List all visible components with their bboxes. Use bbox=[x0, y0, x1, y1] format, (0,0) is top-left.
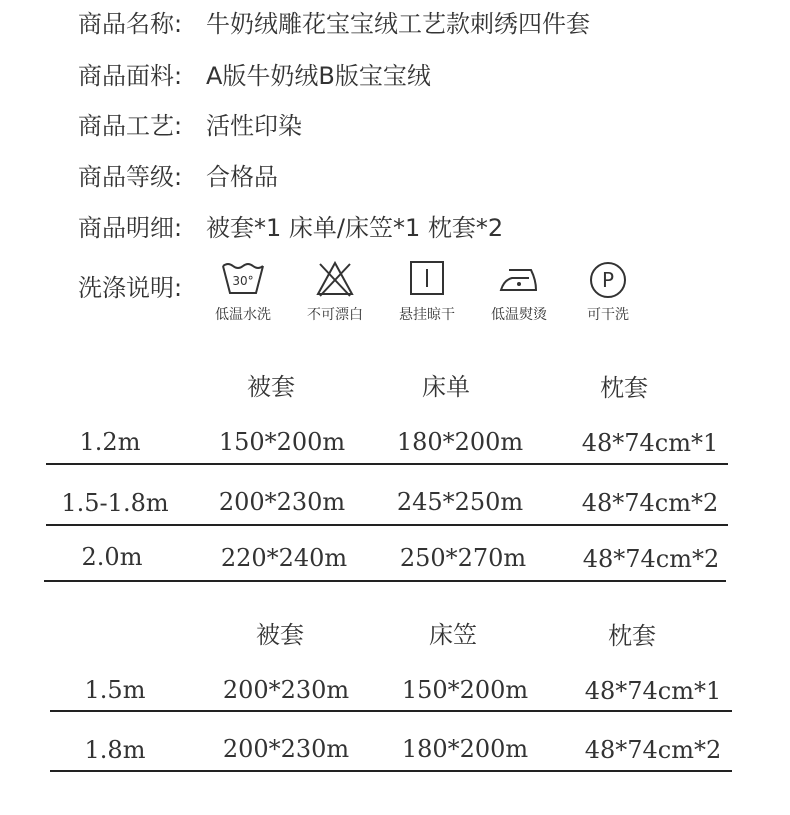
low-iron-icon bbox=[496, 260, 542, 298]
info-label: 商品明细: bbox=[78, 214, 183, 242]
care-text: 悬挂晾干 bbox=[399, 307, 455, 323]
table2-cell-size: 1.5m bbox=[84, 676, 146, 704]
table1-header-pillowcase: 枕套 bbox=[600, 374, 648, 402]
care-text: 低温熨烫 bbox=[491, 307, 547, 323]
table2-cell-size: 1.8m bbox=[84, 736, 146, 764]
table2-header-duvet: 被套 bbox=[256, 621, 304, 649]
table2-header-pillowcase: 枕套 bbox=[608, 622, 656, 650]
info-value: 被套*1 床单/床笠*1 枕套*2 bbox=[206, 214, 504, 242]
table1-cell-pillow: 48*74cm*1 bbox=[581, 429, 719, 457]
table2-cell-pillow: 48*74cm*1 bbox=[584, 677, 722, 705]
table1-cell-size: 1.5-1.8m bbox=[61, 489, 169, 517]
table2-cell-fitted-sheet: 180*200m bbox=[401, 735, 529, 763]
info-value: A版牛奶绒B版宝宝绒 bbox=[206, 62, 431, 90]
table2-header-fitted-sheet: 床笠 bbox=[429, 621, 477, 649]
info-value: 牛奶绒雕花宝宝绒工艺款刺绣四件套 bbox=[206, 10, 590, 38]
info-row-fabric bbox=[78, 61, 431, 91]
table1-cell-duvet: 200*230m bbox=[218, 488, 346, 516]
care-text: 不可漂白 bbox=[307, 307, 363, 323]
care-item-low-iron bbox=[474, 260, 564, 324]
table1-cell-sheet: 250*270m bbox=[399, 544, 527, 572]
table2-cell-duvet: 200*230m bbox=[222, 676, 350, 704]
table1-cell-size: 2.0m bbox=[81, 543, 143, 571]
care-label: 洗涤说明: bbox=[78, 274, 183, 302]
care-item-no-bleach bbox=[290, 260, 380, 324]
table1-header-sheet: 床单 bbox=[422, 373, 470, 401]
table1-cell-duvet: 220*240m bbox=[220, 544, 348, 572]
info-value: 活性印染 bbox=[206, 112, 302, 140]
table1-divider bbox=[46, 524, 728, 526]
table1-cell-pillow: 48*74cm*2 bbox=[582, 545, 720, 573]
table2-cell-pillow: 48*74cm*2 bbox=[584, 736, 722, 764]
info-value: 合格品 bbox=[206, 163, 278, 191]
table1-cell-sheet: 180*200m bbox=[396, 428, 524, 456]
table2-divider bbox=[50, 770, 732, 772]
dry-clean-letter: P bbox=[601, 268, 615, 292]
table1-cell-size: 1.2m bbox=[79, 428, 141, 456]
table1-divider bbox=[46, 463, 728, 465]
no-bleach-icon bbox=[312, 260, 358, 298]
table1-divider bbox=[44, 580, 726, 582]
table1-cell-pillow: 48*74cm*2 bbox=[581, 489, 719, 517]
wash-temp-label: 30° bbox=[232, 274, 254, 288]
info-label: 商品面料: bbox=[78, 62, 183, 90]
info-label: 商品工艺: bbox=[78, 112, 183, 140]
info-row-details bbox=[78, 213, 503, 243]
info-label: 商品名称: bbox=[78, 10, 183, 38]
info-row-craft bbox=[78, 111, 302, 141]
info-row-grade bbox=[78, 162, 278, 192]
table2-cell-duvet: 200*230m bbox=[222, 735, 350, 763]
info-label: 商品等级: bbox=[78, 163, 183, 191]
care-item-hang-dry bbox=[382, 260, 472, 324]
table2-cell-fitted-sheet: 150*200m bbox=[401, 676, 529, 704]
info-row-name bbox=[78, 9, 590, 39]
care-text: 可干洗 bbox=[587, 307, 629, 323]
care-item-wash bbox=[198, 260, 288, 324]
hang-dry-icon bbox=[404, 260, 450, 298]
dry-clean-p-icon bbox=[585, 260, 631, 298]
table1-header-duvet: 被套 bbox=[247, 373, 295, 401]
table2-divider bbox=[50, 710, 732, 712]
table1-cell-sheet: 245*250m bbox=[396, 488, 524, 516]
care-text: 低温水洗 bbox=[215, 307, 271, 323]
wash-30-icon bbox=[220, 260, 266, 298]
table1-cell-duvet: 150*200m bbox=[218, 428, 346, 456]
care-item-dry-clean bbox=[563, 260, 653, 324]
